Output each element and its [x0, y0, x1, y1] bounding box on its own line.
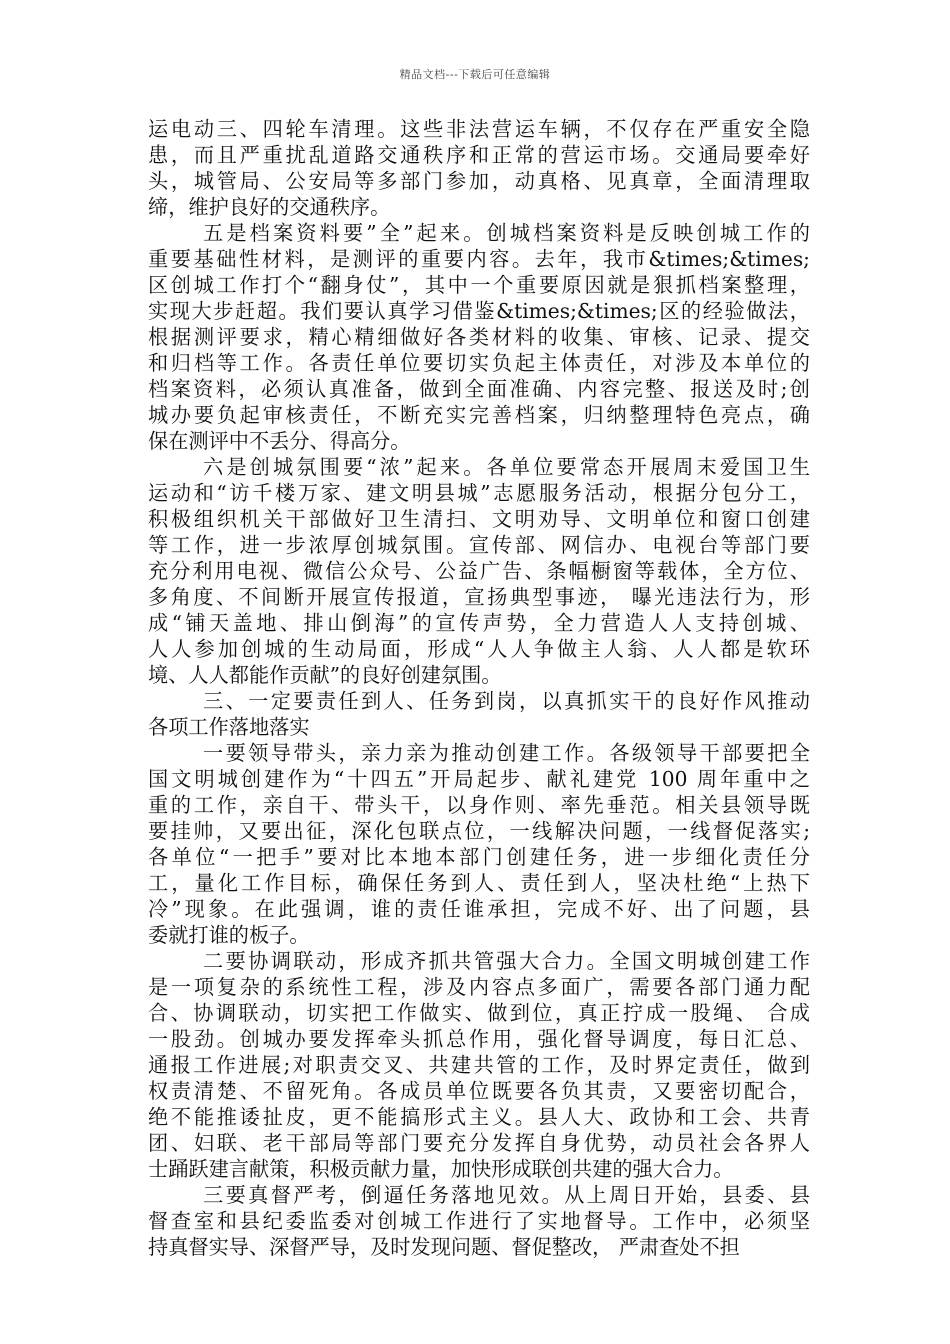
- text-line: 国文明城创建作为“十四五”开局起步、献礼建党 100 周年重中之: [148, 767, 810, 791]
- page-header: 精品文档---下载后可任意编辑: [399, 68, 551, 81]
- text-line: 患，而且严重扰乱道路交通秩序和正常的营运市场。交通局要牵好: [148, 143, 810, 167]
- text-line: 各单位“一把手”要对比本地本部门创建任务，进一步细化责任分: [148, 845, 810, 869]
- text-line: 成“铺天盖地、排山倒海”的宣传声势，全力营造人人支持创城、: [148, 611, 810, 635]
- text-line: 各项工作落地落实: [148, 715, 310, 739]
- text-line: 合、协调联动，切实把工作做实、做到位，真正拧成一股绳、 合成: [148, 1001, 810, 1025]
- text-line: 区创城工作打个“翻身仗”，其中一个重要原因就是狠抓档案整理，: [148, 273, 810, 297]
- text-line: 委就打谁的板子。: [148, 923, 310, 947]
- text-line: 三要真督严考，倒逼任务落地见效。从上周日开始，县委、县: [203, 1183, 810, 1207]
- text-line: 积极组织机关干部做好卫生清扫、文明劝导、文明单位和窗口创建: [148, 507, 810, 531]
- paragraph: [148, 740, 810, 948]
- text-line: 保在测评中不丢分、得高分。: [148, 429, 411, 453]
- text-line: 持真督实导、深督严导，及时发现问题、督促整改， 严肃查处不担: [148, 1235, 740, 1259]
- text-line: 六是创城氛围要“浓”起来。各单位要常态开展周末爱国卫生: [203, 455, 810, 479]
- text-line: 二要协调联动，形成齐抓共管强大合力。全国文明城创建工作: [203, 949, 810, 973]
- text-line: 和归档等工作。各责任单位要切实负起主体责任，对涉及本单位的: [148, 351, 810, 375]
- text-line: 境、人人都能作贡献”的良好创建氛围。: [148, 663, 502, 687]
- paragraph: [148, 116, 810, 220]
- paragraph: [148, 220, 810, 454]
- text-line: 通报工作进展;对职责交叉、共建共管的工作，及时界定责任，做到: [148, 1053, 810, 1077]
- text-line: 是一项复杂的系统性工程，涉及内容点多面广，需要各部门通力配: [148, 975, 810, 999]
- paragraph: [148, 1182, 810, 1260]
- text-line: 重要基础性材料，是测评的重要内容。去年，我市&times;&times;: [148, 247, 810, 271]
- paragraph: [148, 454, 810, 688]
- text-line: 缔，维护良好的交通秩序。: [148, 195, 391, 219]
- text-line: 重的工作，亲自干、带头干，以身作则、率先垂范。相关县领导既: [148, 793, 810, 817]
- text-line: 运动和“访千楼万家、建文明县城”志愿服务活动，根据分包分工，: [148, 481, 810, 505]
- text-line: 多角度、不间断开展宣传报道，宣扬典型事迹， 曝光违法行为，形: [148, 585, 810, 609]
- text-line: 三、一定要责任到人、任务到岗，以真抓实干的良好作风推动: [203, 689, 810, 713]
- text-line: 等工作，进一步浓厚创城氛围。宣传部、网信办、电视台等部门要: [148, 533, 810, 557]
- text-line: 绝不能推诿扯皮，更不能搞形式主义。县人大、政协和工会、共青: [148, 1105, 810, 1129]
- text-line: 要挂帅，又要出征，深化包联点位，一线解决问题，一线督促落实;: [148, 819, 810, 843]
- text-line: 头，城管局、公安局等多部门参加，动真格、见真章，全面清理取: [148, 169, 810, 193]
- paragraph: [148, 948, 810, 1182]
- text-line: 充分利用电视、微信公众号、公益广告、条幅橱窗等载体，全方位、: [148, 559, 810, 583]
- document-body: [148, 116, 810, 1260]
- text-line: 五是档案资料要”全”起来。创城档案资料是反映创城工作的: [203, 221, 810, 245]
- paragraph: [148, 688, 810, 740]
- text-line: 团、妇联、老干部局等部门要充分发挥自身优势，动员社会各界人: [148, 1131, 810, 1155]
- text-line: 冷”现象。在此强调，谁的责任谁承担，完成不好、出了问题，县: [148, 897, 810, 921]
- text-line: 工，量化工作目标，确保任务到人、责任到人，坚决杜绝“上热下: [148, 871, 810, 895]
- text-line: 督查室和县纪委监委对创城工作进行了实地督导。工作中，必须坚: [148, 1209, 810, 1233]
- text-line: 权责清楚、不留死角。各成员单位既要各负其责，又要密切配合，: [148, 1079, 810, 1103]
- text-line: 一要领导带头，亲力亲为推动创建工作。各级领导干部要把全: [203, 741, 810, 765]
- text-line: 运电动三、四轮车清理。这些非法营运车辆，不仅存在严重安全隐: [148, 117, 810, 141]
- text-line: 根据测评要求，精心精细做好各类材料的收集、审核、记录、提交: [148, 325, 810, 349]
- text-line: 士踊跃建言献策，积极贡献力量，加快形成联创共建的强大合力。: [148, 1157, 734, 1181]
- text-line: 实现大步赶超。我们要认真学习借鉴&times;&times;区的经验做法，: [148, 299, 810, 323]
- text-line: 城办要负起审核责任，不断充实完善档案，归纳整理特色亮点，确: [148, 403, 810, 427]
- text-line: 档案资料，必须认真准备，做到全面准确、内容完整、报送及时;创: [148, 377, 810, 401]
- text-line: 人人参加创城的生动局面，形成“人人争做主人翁、人人都是软环: [148, 637, 810, 661]
- text-line: 一股劲。创城办要发挥牵头抓总作用，强化督导调度，每日汇总、: [148, 1027, 810, 1051]
